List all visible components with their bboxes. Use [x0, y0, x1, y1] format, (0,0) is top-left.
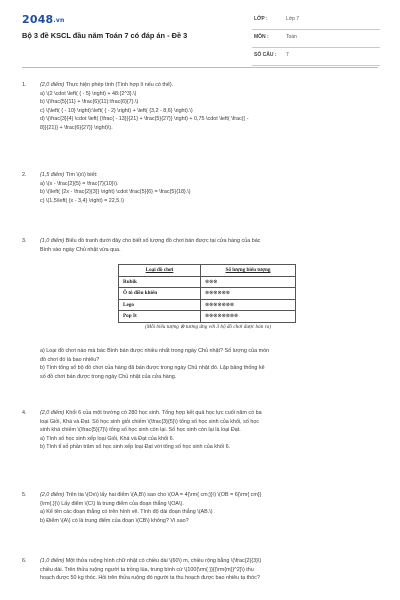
- question-line: [40, 409, 382, 418]
- question-body: [40, 347, 382, 381]
- question-points: (1,0 điểm): [40, 558, 65, 564]
- question-text: Biểu đồ tranh dưới đây cho biết số lượng đồ chơi bán được tại cửa hàng của bác: [65, 238, 261, 244]
- question-line: [40, 557, 382, 566]
- question-text: Trên tia \(Ox\) lấy hai điểm \(A,B\) sao cho \(OA = 4{\rm{ cm;}}\) \(OB = 6{\rm{ cm}}: [65, 492, 262, 498]
- question-line: loại Giỏi, Khá và Đạt. Số học sinh giỏi chiếm \(\frac{3}{5}\) tổng số học sinh của khối, số học: [40, 418, 260, 425]
- question-line: b) \(\frac{5}{11} + \frac{6}{11}:\frac{6}{7}.\): [40, 99, 139, 106]
- question-body: [40, 491, 382, 525]
- question-number: 5.: [22, 492, 27, 498]
- question-line: a) \(2 \cdot \left( { - 5} \right) + 48:{2^3}.\): [40, 90, 137, 97]
- question-line: [40, 171, 382, 180]
- meta-row-class: [252, 12, 380, 30]
- pictograph-icons-cell: ⊗⊗⊗⊗⊗⊗: [201, 288, 296, 300]
- meta-label: SỐ CÂU :: [254, 52, 277, 58]
- question-line: a) Tính số học sinh xếp loại Giỏi, Khá và Đạt của khối 6.: [40, 435, 175, 442]
- column-header: Số lượng biểu tượng: [201, 265, 296, 277]
- table-header-row: [119, 265, 296, 277]
- toy-pictograph-table: [118, 264, 296, 323]
- question-line: a) Kể tên các đoạn thẳng có trên hình vẽ. Tính độ dài đoạn thẳng \(AB.\): [40, 509, 213, 516]
- question-line: c) \(\left( { - 10} \right):\left( { - 2} \right) + \left( {3,2 - 8,6} \right).\): [40, 107, 193, 114]
- question-line: a) \(x - \frac{2}{5} = \frac{7}{10}\).: [40, 180, 119, 187]
- question-points: (1,0 điểm): [40, 238, 65, 244]
- question-line: chiều dài. Trên thửa ruộng người ta trồng lúa, trung bình cứ \(100{\rm{ }}{{\rm{m}}^2}\) thu: [40, 566, 254, 573]
- column-header: Loại đồ chơi: [119, 265, 201, 277]
- site-logo[interactable]: [22, 13, 64, 26]
- question-line: [40, 81, 382, 90]
- toy-name-cell: Rubik: [119, 276, 201, 288]
- question-points: (2,0 điểm): [40, 492, 65, 498]
- question-line: c) \(1,5\left( {x - 3,4} \right) = 22,5.\): [40, 197, 125, 204]
- question-text: Tìm \(x\) biết:: [65, 172, 98, 178]
- question-line: b) Tính tổng số bộ đồ chơi của hàng đã bán được trong ngày Chủ nhật đó. Lập bảng thống kê: [40, 365, 265, 372]
- toy-name-cell: Pop It: [119, 311, 201, 323]
- question-body: [40, 171, 382, 205]
- pictograph-icons-cell: ⊗⊗⊗: [201, 276, 296, 288]
- question-body: [40, 557, 382, 583]
- meta-value: 7: [286, 52, 289, 58]
- document-title: Bộ 3 đề KSCL đầu năm Toán 7 có đáp án - Đề 3: [22, 31, 188, 40]
- question-line: d) \(\frac{3}{4} \cdot \left( {\frac{ - 13}}{21} + \frac{5}{27}} \right) + 0,75 \cdot \left( \frac{( -: [40, 116, 249, 123]
- table-row: [119, 311, 296, 323]
- table-row: [119, 288, 296, 300]
- question-text: Một thửa ruộng hình chữ nhật có chiều dài \(60\) m, chiều rộng bằng \(\frac{2}{3}\): [65, 558, 262, 564]
- meta-label: MÔN :: [254, 34, 269, 40]
- meta-row-subject: [252, 30, 380, 48]
- meta-label: LỚP :: [254, 16, 268, 22]
- meta-value: Toán: [286, 34, 297, 40]
- question-line: Bình vào ngày Chủ nhật vừa qua.: [40, 246, 121, 253]
- question-line: {\rm{.}}\) Lấy điểm \(C\) là trung điểm của đoạn thẳng \(OA\).: [40, 500, 184, 507]
- logo-main: 2048: [22, 13, 54, 26]
- question-line: [40, 491, 382, 500]
- question-line: b) \(\left( {2x - \frac{2}{3}} \right) \cdot \frac{5}{6} = \frac{5}{18}.\): [40, 189, 191, 196]
- logo-tld: .vn: [53, 17, 65, 24]
- question-text: Thực hiện phép tính (Tính hợp lí nếu có thể).: [65, 82, 174, 88]
- question-line: a) Loại đồ chơi nào mà bác Bình bán được nhiều nhất trong ngày Chủ nhật? Số lượng của món: [40, 348, 270, 354]
- toy-name-cell: Lego: [119, 299, 201, 311]
- question-line: b) Tính tỉ số phần trăm số học sinh xếp loại Đạt với tổng số học sinh của khối 6.: [40, 444, 231, 451]
- table-row: [119, 276, 296, 288]
- question-text: Khối 6 của một trường có 280 học sinh. Tổng hợp kết quả học lực cuối năm có ba: [65, 410, 262, 416]
- meta-row-question-count: [252, 48, 380, 66]
- pictograph-icons-cell: ⊗⊗⊗⊗⊗⊗⊗: [201, 299, 296, 311]
- table-row: [119, 299, 296, 311]
- meta-value: Lớp 7: [286, 16, 300, 22]
- question-line: b) Điểm \(A\) có là trung điểm của đoạn \(CB\) không? Vì sao?: [40, 517, 189, 524]
- question-number: 3.: [22, 238, 27, 244]
- question-line: đồ chơi đó là bao nhiêu?: [40, 356, 100, 363]
- question-number: 4.: [22, 410, 27, 416]
- question-body: [40, 81, 382, 133]
- toy-name-cell: Ô tô điều khiển: [119, 288, 201, 300]
- header-divider: [22, 67, 378, 68]
- exam-meta-table: [252, 12, 380, 66]
- question-body: [40, 237, 382, 254]
- question-number: 1.: [22, 82, 27, 88]
- question-number: 6.: [22, 558, 27, 564]
- question-points: (2,0 điểm): [40, 82, 65, 88]
- pictograph-icons-cell: ⊗⊗⊗⊗⊗⊗⊗⊗: [201, 311, 296, 323]
- question-number: 2.: [22, 172, 27, 178]
- question-body: [40, 409, 382, 452]
- question-line: hoạch được 50 kg thóc. Hỏi trên thửa ruộng đó người ta thu hoạch được bao nhiêu tạ thóc?: [40, 575, 260, 582]
- question-line: 8}}{21}} + \frac{6}{27}} \right)\).: [40, 124, 113, 131]
- question-line: sinh khá chiếm \(\frac{5}{7}\) tổng số học sinh còn lại. Số học sinh còn lại là loại Đạt.: [40, 427, 241, 434]
- table-caption: (Mỗi biểu tượng ⊗ tương ứng với 3 bộ đồ chơi được bán ra): [145, 324, 271, 330]
- question-line: số đồ chơi bán được trong ngày Chủ nhật của cửa hàng.: [40, 373, 177, 380]
- question-line: [40, 237, 382, 246]
- question-points: (1,5 điểm): [40, 172, 65, 178]
- page-header: [0, 0, 400, 64]
- question-points: (2,0 điểm): [40, 410, 65, 416]
